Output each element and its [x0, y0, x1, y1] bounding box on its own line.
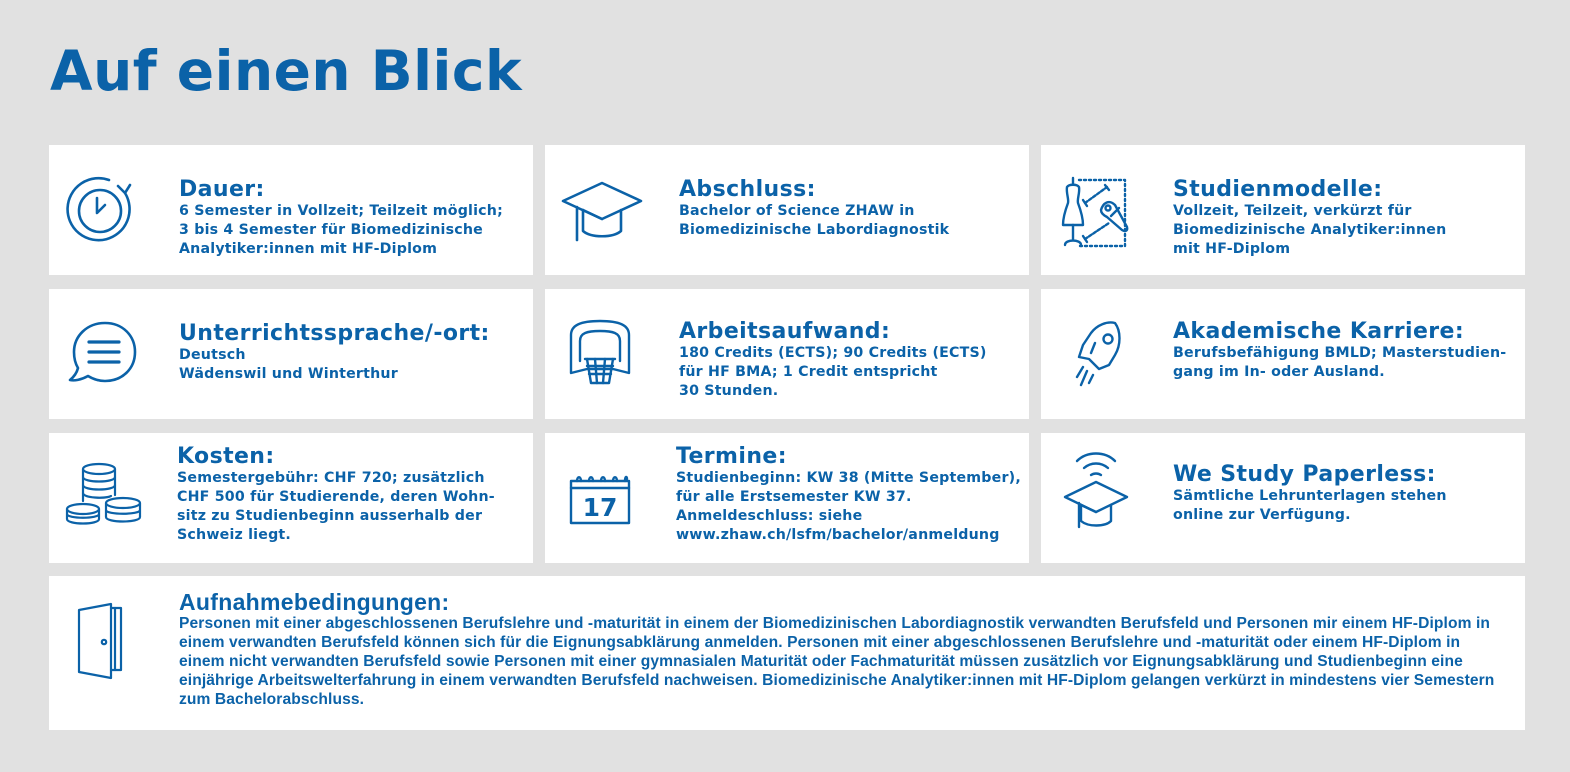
card-body: Sämtliche Lehrunterlagen stehen online zur Verfügung. — [1173, 488, 1447, 523]
card-heading: Kosten: — [177, 444, 275, 469]
graduation-cap-icon — [561, 173, 643, 249]
info-card-akademische-karriere — [1041, 289, 1525, 419]
card-text — [679, 320, 987, 401]
card-heading: Aufnahmebedingungen: — [179, 589, 450, 615]
info-card-kosten — [49, 433, 533, 563]
card-body: 6 Semester in Vollzeit; Teilzeit möglich; 3 bis 4 Semester für Biomedizinische Analytiker:innen mit HF-Diplom — [179, 203, 503, 257]
calendar-icon — [569, 473, 631, 525]
card-text — [1173, 320, 1506, 382]
card-heading: Termine: — [676, 444, 787, 469]
card-text — [177, 445, 495, 545]
dress-form-design-icon — [1059, 175, 1133, 249]
card-heading: Akademische Karriere: — [1173, 319, 1465, 344]
clock-refresh-icon — [63, 173, 139, 249]
card-body: Studienbeginn: KW 38 (Mitte September), für alle Erstsemester KW 37. Anmeldeschluss: siehe www.zhaw.ch/lsfm/bachelor/anmeldung — [676, 470, 1021, 543]
card-heading: Arbeitsaufwand: — [679, 319, 891, 344]
info-card-paperless — [1041, 433, 1525, 563]
door-icon — [75, 602, 129, 680]
card-text — [676, 445, 1021, 545]
card-text — [179, 322, 490, 384]
basketball-hoop-icon — [567, 317, 633, 389]
info-card-dauer — [49, 145, 533, 275]
card-text — [179, 590, 1509, 709]
card-heading: Dauer: — [179, 177, 265, 202]
card-body: Berufsbefähigung BMLD; Masterstudien- gang im In- oder Ausland. — [1173, 345, 1507, 380]
card-heading: Studienmodelle: — [1173, 177, 1383, 202]
coins-icon — [65, 461, 145, 527]
wireless-graduation-cap-icon — [1063, 449, 1129, 529]
card-text — [1173, 178, 1446, 259]
card-text — [679, 178, 949, 240]
info-card-unterrichtssprache — [49, 289, 533, 419]
info-card-studienmodelle — [1041, 145, 1525, 275]
info-card-termine — [545, 433, 1029, 563]
card-heading: Abschluss: — [679, 177, 816, 202]
card-text — [1173, 463, 1447, 525]
calendar-day-label: 17 — [582, 493, 618, 522]
speech-bubble-icon — [65, 319, 141, 389]
card-body: Deutsch Wädenswil und Winterthur — [179, 347, 398, 382]
card-text — [179, 178, 503, 259]
card-heading: Unterrichtssprache/-ort: — [179, 321, 490, 346]
info-card-arbeitsaufwand — [545, 289, 1029, 419]
info-card-aufnahmebedingungen — [49, 576, 1525, 730]
card-body: Vollzeit, Teilzeit, verkürzt für Biomedizinische Analytiker:innen mit HF-Diplom — [1173, 203, 1447, 257]
card-body: Bachelor of Science ZHAW in Biomedizinische Labordiagnostik — [679, 203, 950, 238]
info-card-abschluss — [545, 145, 1029, 275]
rocket-icon — [1069, 319, 1125, 393]
card-body: Personen mit einer abgeschlossenen Berufslehre und -maturität in einem der Biomedizinischen Labordiagnostik verwandten Berufsfeld und Personen mir einem HF-Diplom in einem verwandten Berufsfeld können sich für die Eignungsabklärung anmelden. Personen mit einer abgeschlossenen Berufslehre und -maturität oder einem HF-Diplom in einem nicht verwandten Berufsfeld sowie Personen mit einer gymnasialen Maturität oder Fachmaturität müssen zusätzlich vor Eignungsabklärung und Studienbeginn eine einjährige Arbeitswelterfahrung in einem verwandten Berufsfeld nachweisen. Biomedizinische Analytiker:innen mit HF-Diplom gelangen verkürzt in mindestens vier Semestern zum Bachelorabschluss. — [179, 615, 1495, 708]
page-title: Auf einen Blick — [50, 39, 523, 103]
card-body: Semestergebühr: CHF 720; zusätzlich CHF 500 für Studierende, deren Wohn- sitz zu Studienbeginn ausserhalb der Schweiz liegt. — [177, 470, 495, 543]
card-body: 180 Credits (ECTS); 90 Credits (ECTS) für HF BMA; 1 Credit entspricht 30 Stunden. — [679, 345, 987, 399]
card-heading: We Study Paperless: — [1173, 462, 1436, 487]
